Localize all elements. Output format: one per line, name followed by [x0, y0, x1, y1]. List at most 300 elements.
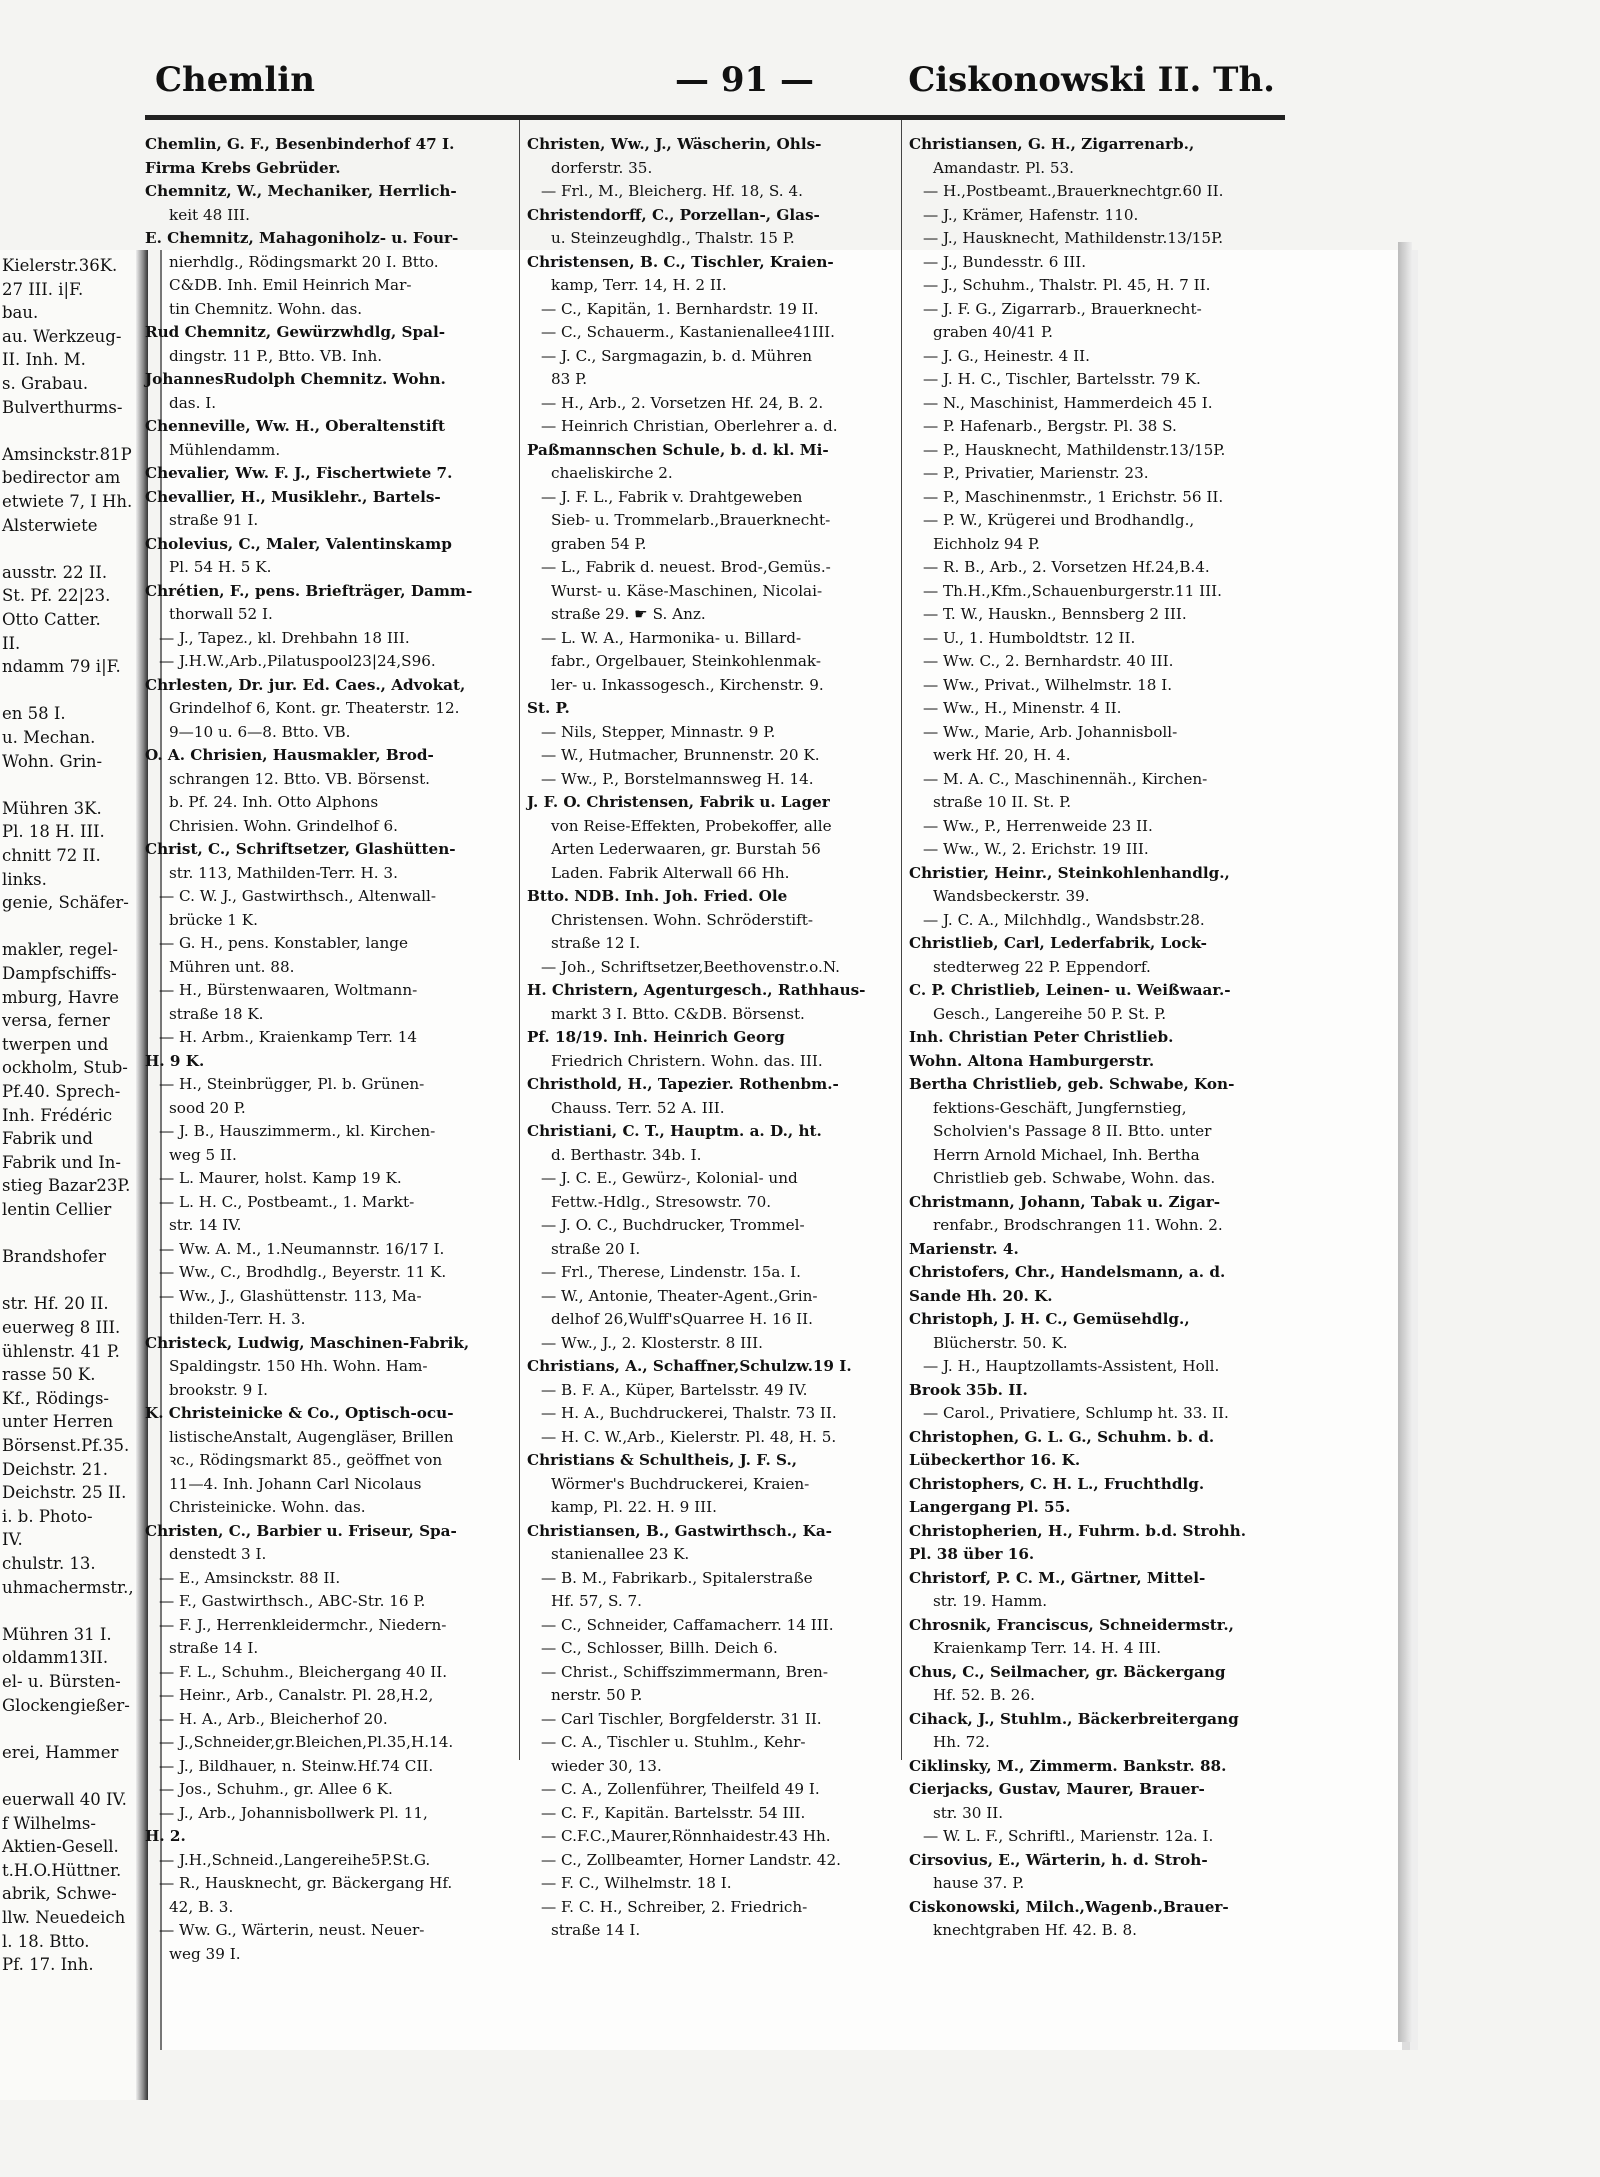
directory-subentry-line: — Ww., P., Borstelmannsweg H. 14. [541, 769, 814, 788]
directory-entry-line: graben 54 P. [551, 534, 647, 553]
directory-entry-line: chaeliskirche 2. [551, 464, 673, 482]
directory-entry-line: keit 48 III. [169, 205, 250, 224]
left-page-line: ühlenstr. 41 P. [2, 1341, 120, 1361]
directory-subentry-line: — C., Kapitän, 1. Bernhardstr. 19 II. [541, 299, 819, 318]
left-page-line: genie, Schäfer- [2, 893, 129, 913]
directory-subentry-line: — H.,Postbeamt.,Brauerknechtgr.60 II. [923, 182, 1224, 200]
directory-entry-line: JohannesRudolph Chemnitz. Wohn. [145, 370, 446, 388]
left-page-line: Kielerstr.36K. [2, 256, 118, 275]
directory-entry-line: tin Chemnitz. Wohn. das. [169, 299, 363, 318]
directory-entry-line: Christopherien, H., Fuhrm. b.d. Strohh. [909, 1521, 1247, 1540]
directory-entry-line: Herrn Arnold Michael, Inh. Bertha [933, 1145, 1200, 1164]
directory-entry-line: denstedt 3 I. [169, 1545, 267, 1563]
left-page-line: bau. [2, 303, 39, 323]
left-page-line: Otto Catter. [2, 610, 101, 629]
directory-subentry-line: — J. H. C., Tischler, Bartelsstr. 79 K. [923, 370, 1201, 388]
directory-entry-line: Chemlin, G. F., Besenbinderhof 47 I. [145, 135, 455, 153]
directory-subentry-line: — Nils, Stepper, Minnastr. 9 P. [541, 722, 776, 741]
directory-entry-line: Christhold, H., Tapezier. Rothenbm.- [527, 1075, 839, 1093]
left-page-line: llw. Neuedeich [2, 1908, 126, 1927]
directory-entry-line: Pl. 54 H. 5 K. [169, 558, 272, 576]
directory-entry-line: J. F. O. Christensen, Fabrik u. Lager [527, 793, 830, 811]
directory-entry-line: ꝛc., Rödingsmarkt 85., geöffnet von [169, 1451, 443, 1469]
directory-entry-line: Fettw.-Hdlg., Stresowstr. 70. [551, 1192, 772, 1211]
directory-subentry-line: — J.,Schneider,gr.Bleichen,Pl.35,H.14. [159, 1733, 454, 1751]
directory-entry-line: brücke 1 K. [169, 910, 258, 929]
directory-entry-line: Grindelhof 6, Kont. gr. Theaterstr. 12. [169, 699, 460, 717]
directory-entry-line: str. 14 IV. [169, 1216, 242, 1234]
directory-entry-line: ler- u. Inkassogesch., Kirchenstr. 9. [551, 675, 824, 694]
directory-subentry-line: — J., Bildhauer, n. Steinw.Hf.74 CII. [159, 1756, 434, 1775]
directory-entry-line: thilden-Terr. H. 3. [169, 1310, 306, 1328]
left-page-line: oldamm13II. [2, 1648, 109, 1668]
directory-subentry-line: — H. Arbm., Kraienkamp Terr. 14 [159, 1028, 418, 1046]
directory-subentry-line: — P. W., Krügerei und Brodhandlg., [923, 511, 1195, 529]
directory-subentry-line: — C., Zollbeamter, Horner Landstr. 42. [541, 1850, 841, 1869]
left-page-line: IV. [2, 1530, 23, 1550]
left-page-line: euerweg 8 III. [2, 1318, 121, 1337]
directory-subentry-line: — J. C., Sargmagazin, b. d. Mühren [541, 346, 813, 365]
directory-entry-line: Christiani, C. T., Hauptm. a. D., ht. [527, 1122, 822, 1140]
directory-entry-line: knechtgraben Hf. 42. B. 8. [933, 1921, 1137, 1939]
directory-entry-line: nierhdlg., Rödingsmarkt 20 I. Btto. [169, 252, 439, 271]
directory-subentry-line: — Jos., Schuhm., gr. Allee 6 K. [159, 1780, 393, 1798]
directory-entry-line: Chauss. Terr. 52 A. III. [551, 1098, 725, 1117]
left-page-line: el- u. Bürsten- [2, 1672, 121, 1691]
directory-entry-line: straße 20 I. [551, 1239, 641, 1258]
directory-entry-line: Sieb- u. Trommelarb.,Brauerknecht- [551, 511, 831, 529]
directory-subentry-line: — L. Maurer, holst. Kamp 19 K. [159, 1169, 402, 1187]
directory-subentry-line: — L., Fabrik d. neuest. Brod-,Gemüs.- [541, 558, 831, 576]
directory-subentry-line: — C. A., Tischler u. Stuhlm., Kehr- [541, 1733, 806, 1751]
directory-entry-line: straße 12 I. [551, 934, 641, 952]
left-page-line: Bulverthurms- [2, 397, 123, 417]
directory-entry-line: Wohn. Altona Hamburgerstr. [909, 1051, 1155, 1070]
directory-entry-line: Christensen, B. C., Tischler, Kraien- [527, 252, 834, 271]
directory-entry-line: Pl. 38 über 16. [909, 1545, 1035, 1563]
left-page-line: Deichstr. 25 II. [2, 1483, 127, 1503]
directory-entry-line: Sande Hh. 20. K. [909, 1286, 1053, 1305]
directory-subentry-line: — C. A., Zollenführer, Theilfeld 49 I. [541, 1780, 820, 1798]
directory-entry-line: graben 40/41 P. [933, 323, 1053, 341]
left-page-line: f Wilhelms- [2, 1813, 96, 1833]
directory-entry-line: St. P. [527, 699, 570, 717]
directory-entry-line: Wörmer's Buchdruckerei, Kraien- [551, 1474, 810, 1493]
directory-entry-line: 11—4. Inh. Johann Carl Nicolaus [169, 1474, 422, 1493]
directory-entry-line: Chevallier, H., Musiklehr., Bartels- [145, 487, 441, 506]
directory-subentry-line: — Ww., J., 2. Klosterstr. 8 III. [541, 1333, 763, 1352]
directory-subentry-line: — Carl Tischler, Borgfelderstr. 31 II. [541, 1709, 822, 1728]
directory-subentry-line: — R., Hausknecht, gr. Bäckergang Hf. [159, 1874, 453, 1892]
directory-entry-line: str. 19. Hamm. [933, 1592, 1048, 1610]
left-page-line: lentin Cellier [2, 1200, 112, 1219]
directory-entry-line: Christians, A., Schaffner,Schulzw.19 I. [527, 1357, 852, 1375]
directory-entry-line: Christorf, P. C. M., Gärtner, Mittel- [909, 1568, 1206, 1587]
directory-entry-line: weg 39 I. [169, 1944, 241, 1963]
directory-entry-line: Christoph, J. H. C., Gemüsehdlg., [909, 1310, 1190, 1328]
directory-subentry-line: — W., Antonie, Theater-Agent.,Grin- [541, 1286, 818, 1305]
directory-subentry-line: — Ww. G., Wärterin, neust. Neuer- [159, 1921, 425, 1939]
directory-subentry-line: — P. Hafenarb., Bergstr. Pl. 38 S. [923, 417, 1177, 435]
left-page-line: Pf.40. Sprech- [2, 1082, 121, 1101]
directory-entry-line: Christen, C., Barbier u. Friseur, Spa- [145, 1521, 457, 1540]
directory-entry-line: Christophers, C. H. L., Fruchthdlg. [909, 1474, 1205, 1493]
directory-subentry-line: — J.H.,Schneid.,Langereihe5P.St.G. [159, 1850, 431, 1869]
directory-entry-line: Christensen. Wohn. Schröderstift- [551, 910, 814, 929]
directory-entry-line: Friedrich Christern. Wohn. das. III. [551, 1051, 823, 1070]
directory-subentry-line: — W. L. F., Schriftl., Marienstr. 12a. I. [923, 1827, 1214, 1845]
directory-entry-line: C. P. Christlieb, Leinen- u. Weißwaar.- [909, 981, 1231, 999]
directory-subentry-line: — C., Schlosser, Billh. Deich 6. [541, 1639, 778, 1657]
left-page-line: t.H.O.Hüttner. [2, 1860, 122, 1880]
left-page-line: u. Mechan. [2, 728, 96, 747]
left-page-line: stieg Bazar23P. [2, 1176, 131, 1196]
directory-entry-line: d. Berthastr. 34b. I. [551, 1145, 702, 1164]
directory-subentry-line: — J. C. E., Gewürz-, Kolonial- und [541, 1169, 798, 1187]
directory-subentry-line: — M. A. C., Maschinennäh., Kirchen- [923, 769, 1208, 788]
directory-entry-line: Gesch., Langereihe 50 P. St. P. [933, 1004, 1167, 1023]
directory-entry-line: straße 91 I. [169, 511, 259, 529]
directory-entry-line: Christlieb, Carl, Lederfabrik, Lock- [909, 934, 1207, 952]
directory-entry-line: fabr., Orgelbauer, Steinkohlenmak- [551, 652, 821, 670]
directory-entry-line: 83 P. [551, 370, 588, 388]
directory-subentry-line: — H. A., Buchdruckerei, Thalstr. 73 II. [541, 1404, 837, 1422]
page-number: — 91 — [675, 60, 814, 100]
left-page-line: l. 18. Btto. [2, 1931, 90, 1951]
directory-entry-line: Chenneville, Ww. H., Oberaltenstift [145, 417, 446, 435]
directory-entry-line: Langergang Pl. 55. [909, 1498, 1071, 1516]
directory-entry-line: Mühren unt. 88. [169, 957, 295, 976]
directory-entry-line: Firma Krebs Gebrüder. [145, 158, 341, 177]
directory-subentry-line: — B. M., Fabrikarb., Spitalerstraße [541, 1568, 813, 1587]
directory-subentry-line: — Joh., Schriftsetzer,Beethovenstr.o.N. [541, 957, 841, 976]
directory-subentry-line: — J., Hausknecht, Mathildenstr.13/15P. [923, 229, 1224, 247]
directory-entry-line: Paßmannschen Schule, b. d. kl. Mi- [527, 440, 829, 459]
directory-entry-line: 42, B. 3. [169, 1897, 234, 1916]
directory-entry-line: Amandastr. Pl. 53. [933, 158, 1075, 177]
header-rule [145, 115, 1285, 120]
directory-entry-line: H. 2. [145, 1827, 186, 1845]
directory-entry-line: 9—10 u. 6—8. Btto. VB. [169, 722, 351, 741]
left-page-line: twerpen und [2, 1034, 109, 1054]
directory-entry-line: Marienstr. 4. [909, 1239, 1019, 1258]
directory-entry-line: stanienallee 23 K. [551, 1545, 690, 1563]
directory-subentry-line: — Ww., Privat., Wilhelmstr. 18 I. [923, 675, 1173, 694]
directory-subentry-line: — Ww., W., 2. Erichstr. 19 III. [923, 840, 1149, 858]
directory-subentry-line: — H., Bürstenwaaren, Woltmann- [159, 981, 418, 999]
left-page-line: Fabrik und In- [2, 1152, 121, 1172]
directory-entry-line: delhof 26,Wulff'sQuarree H. 16 II. [551, 1310, 813, 1328]
directory-entry-line: Christendorff, C., Porzellan-, Glas- [527, 205, 820, 224]
directory-entry-line: Ciskonowski, Milch.,Wagenb.,Brauer- [909, 1897, 1229, 1916]
directory-subentry-line: — Frl., M., Bleicherg. Hf. 18, S. 4. [541, 182, 803, 200]
directory-entry-line: u. Steinzeughdlg., Thalstr. 15 P. [551, 229, 795, 247]
left-page-line: au. Werkzeug- [2, 326, 122, 346]
directory-entry-line: H. 9 K. [145, 1051, 205, 1070]
left-page-line: rasse 50 K. [2, 1365, 96, 1385]
directory-entry-line: Pf. 18/19. Inh. Heinrich Georg [527, 1028, 785, 1046]
directory-subentry-line: — J., Krämer, Hafenstr. 110. [923, 205, 1139, 224]
directory-entry-line: das. I. [169, 393, 217, 412]
directory-entry-line: H. Christern, Agenturgesch., Rathhaus- [527, 981, 866, 999]
directory-entry-line: Wurst- u. Käse-Maschinen, Nicolai- [551, 581, 823, 600]
left-page-line: ockholm, Stub- [2, 1058, 128, 1078]
directory-subentry-line: — J.H.W.,Arb.,Pilatuspool23|24,S96. [159, 652, 436, 670]
left-page-line: Glockengießer- [2, 1695, 130, 1715]
directory-subentry-line: — J. H., Hauptzollamts-Assistent, Holl. [923, 1357, 1220, 1375]
directory-subentry-line: — J. G., Heinestr. 4 II. [923, 346, 1090, 365]
directory-subentry-line: — H., Steinbrügger, Pl. b. Grünen- [159, 1075, 425, 1093]
directory-entry-line: Lübeckerthor 16. K. [909, 1451, 1081, 1469]
directory-subentry-line: — Ww., H., Minenstr. 4 II. [923, 699, 1122, 717]
directory-subentry-line: — F., Gastwirthsch., ABC-Str. 16 P. [159, 1592, 426, 1610]
left-page-line: mburg, Havre [2, 987, 119, 1007]
directory-entry-line: Christofers, Chr., Handelsmann, a. d. [909, 1263, 1226, 1281]
directory-subentry-line: — Ww. A. M., 1.Neumannstr. 16/17 I. [159, 1239, 445, 1258]
left-page-line: ndamm 79 i|F. [2, 657, 121, 677]
directory-entry-line: Christiansen, G. H., Zigarrenarb., [909, 135, 1195, 153]
left-page-line: 27 III. i|F. [2, 279, 84, 299]
directory-entry-line: sood 20 P. [169, 1098, 246, 1117]
directory-entry-line: wieder 30, 13. [551, 1756, 662, 1775]
directory-subentry-line: — L. W. A., Harmonika- u. Billard- [541, 628, 802, 647]
left-page-line: Deichstr. 21. [2, 1459, 109, 1479]
directory-subentry-line: — N., Maschinist, Hammerdeich 45 I. [923, 393, 1213, 412]
directory-subentry-line: — F. C. H., Schreiber, 2. Friedrich- [541, 1897, 808, 1916]
directory-subentry-line: — C. F., Kapitän. Bartelsstr. 54 III. [541, 1803, 806, 1822]
left-page-line: bedirector am [2, 468, 121, 488]
left-page-line: Inh. Frédéric [2, 1105, 113, 1125]
left-page-line: Pl. 18 H. III. [2, 822, 105, 842]
left-page-line: Mühren 31 I. [2, 1624, 112, 1644]
left-page-line: Aktien-Gesell. [2, 1837, 119, 1857]
page-edge [1398, 242, 1412, 2042]
left-page-line: uhmachermstr., [2, 1577, 134, 1597]
directory-entry-line: Cholevius, C., Maler, Valentinskamp [145, 534, 452, 553]
directory-entry-line: stedterweg 22 P. Eppendorf. [933, 957, 1151, 976]
column-divider-2 [901, 120, 902, 1760]
directory-entry-line: str. 30 II. [933, 1803, 1004, 1822]
directory-entry-line: Chemnitz, W., Mechaniker, Herrlich- [145, 182, 457, 200]
left-page-line: Fabrik und [2, 1129, 93, 1149]
directory-entry-line: Chrisien. Wohn. Grindelhof 6. [169, 816, 398, 835]
directory-subentry-line: — H., Arb., 2. Vorsetzen Hf. 24, B. 2. [541, 393, 824, 412]
directory-subentry-line: — J., Arb., Johannisbollwerk Pl. 11, [159, 1803, 428, 1822]
directory-entry-line: straße 14 I. [551, 1921, 641, 1939]
directory-entry-line: Chrétien, F., pens. Briefträger, Damm- [145, 581, 473, 600]
directory-subentry-line: — C., Schauerm., Kastanienallee41III. [541, 323, 835, 341]
directory-entry-line: Chrosnik, Franciscus, Schneidermstr., [909, 1615, 1234, 1634]
directory-entry-line: Christiansen, B., Gastwirthsch., Ka- [527, 1521, 832, 1540]
directory-subentry-line: — E., Amsinckstr. 88 II. [159, 1568, 341, 1587]
directory-entry-line: Christier, Heinr., Steinkohlenhandlg., [909, 863, 1230, 882]
directory-subentry-line: — J., Tapez., kl. Drehbahn 18 III. [159, 628, 410, 647]
left-page-line: makler, regel- [2, 940, 118, 960]
directory-subentry-line: — T. W., Hauskn., Bennsberg 2 III. [923, 605, 1187, 623]
left-page-line: etwiete 7, I Hh. [2, 492, 133, 511]
directory-subentry-line: — H. A., Arb., Bleicherhof 20. [159, 1709, 388, 1728]
directory-entry-line: Blücherstr. 50. K. [933, 1333, 1068, 1352]
directory-entry-line: Christ, C., Schriftsetzer, Glashütten- [145, 840, 456, 858]
directory-subentry-line: — Christ., Schiffszimmermann, Bren- [541, 1662, 828, 1681]
directory-entry-line: straße 29. ☛ S. Anz. [551, 605, 706, 623]
directory-entry-line: kamp, Terr. 14, H. 2 II. [551, 276, 727, 294]
directory-entry-line: Cihack, J., Stuhlm., Bäckerbreitergang [909, 1709, 1239, 1728]
directory-entry-line: Christophen, G. L. G., Schuhm. b. d. [909, 1427, 1215, 1446]
directory-entry-line: C&DB. Inh. Emil Heinrich Mar- [169, 276, 412, 294]
directory-subentry-line: — B. F. A., Küper, Bartelsstr. 49 IV. [541, 1380, 808, 1399]
directory-subentry-line: — J. B., Hauszimmerm., kl. Kirchen- [159, 1122, 436, 1140]
directory-entry-line: dingstr. 11 P., Btto. VB. Inh. [169, 346, 383, 365]
directory-subentry-line: — J. F. L., Fabrik v. Drahtgeweben [541, 487, 803, 506]
directory-entry-line: Bertha Christlieb, geb. Schwabe, Kon- [909, 1075, 1235, 1093]
directory-entry-line: markt 3 I. Btto. C&DB. Börsenst. [551, 1004, 805, 1023]
left-page-line: Börsenst.Pf.35. [2, 1436, 130, 1455]
directory-subentry-line: — F. J., Herrenkleidermchr., Niedern- [159, 1615, 447, 1634]
column-divider-1 [519, 120, 520, 1760]
directory-entry-line: Scholvien's Passage 8 II. Btto. unter [933, 1122, 1212, 1140]
directory-entry-line: thorwall 52 I. [169, 605, 273, 623]
directory-subentry-line: — Ww. C., 2. Bernhardstr. 40 III. [923, 652, 1174, 670]
directory-entry-line: Spaldingstr. 150 Hh. Wohn. Ham- [169, 1357, 428, 1375]
directory-entry-line: Chrlesten, Dr. jur. Ed. Caes., Advokat, [145, 675, 466, 694]
left-page-line: i. b. Photo- [2, 1506, 93, 1526]
directory-subentry-line: — P., Privatier, Marienstr. 23. [923, 464, 1149, 482]
directory-entry-line: Kraienkamp Terr. 14. H. 4 III. [933, 1639, 1162, 1657]
directory-entry-line: Ciklinsky, M., Zimmerm. Bankstr. 88. [909, 1756, 1227, 1775]
left-page-line: abrik, Schwe- [2, 1884, 117, 1904]
directory-subentry-line: — Ww., P., Herrenweide 23 II. [923, 816, 1153, 835]
directory-entry-line: Christmann, Johann, Tabak u. Zigar- [909, 1192, 1221, 1211]
directory-subentry-line: — H. C. W.,Arb., Kielerstr. Pl. 48, H. 5. [541, 1427, 837, 1446]
left-page-line: str. Hf. 20 II. [2, 1294, 109, 1314]
directory-subentry-line: — G. H., pens. Konstabler, lange [159, 934, 408, 952]
directory-entry-line: straße 10 II. St. P. [933, 793, 1072, 811]
left-page-line: s. Grabau. [2, 374, 89, 393]
left-page-line: euerwall 40 IV. [2, 1790, 127, 1809]
directory-column-1 [145, 133, 505, 1963]
directory-entry-line: kamp, Pl. 22. H. 9 III. [551, 1498, 717, 1516]
directory-entry-line: listischeAnstalt, Augengläser, Brillen [169, 1427, 454, 1446]
directory-entry-line: straße 14 I. [169, 1639, 259, 1657]
directory-entry-line: E. Chemnitz, Mahagoniholz- u. Four- [145, 229, 459, 247]
directory-entry-line: Chus, C., Seilmacher, gr. Bäckergang [909, 1662, 1226, 1681]
directory-entry-line: hause 37. P. [933, 1874, 1025, 1892]
directory-entry-line: Christen, Ww., J., Wäscherin, Ohls- [527, 135, 822, 153]
directory-entry-line: weg 5 II. [169, 1145, 237, 1164]
left-page-line: Amsinckstr.81P [2, 444, 132, 464]
directory-subentry-line: — Ww., Marie, Arb. Johannisboll- [923, 722, 1178, 741]
directory-subentry-line: — L. H. C., Postbeamt., 1. Markt- [159, 1192, 415, 1211]
left-page-line: erei, Hammer [2, 1742, 119, 1762]
directory-entry-line: Hf. 52. B. 26. [933, 1686, 1035, 1704]
directory-entry-line: von Reise-Effekten, Probekoffer, alle [551, 816, 832, 835]
directory-entry-line: Inh. Christian Peter Christlieb. [909, 1028, 1174, 1046]
left-page-line: Pf. 17. Inh. [2, 1955, 94, 1975]
directory-entry-line: brookstr. 9 I. [169, 1380, 268, 1399]
directory-entry-line: Arten Lederwaaren, gr. Burstah 56 [551, 840, 821, 858]
directory-entry-line: Christeck, Ludwig, Maschinen-Fabrik, [145, 1333, 470, 1352]
directory-subentry-line: — C. W. J., Gastwirthsch., Altenwall- [159, 887, 436, 905]
directory-subentry-line: — Ww., C., Brodhdlg., Beyerstr. 11 K. [159, 1263, 447, 1281]
directory-subentry-line: — Carol., Privatiere, Schlump ht. 33. II. [923, 1404, 1229, 1422]
directory-entry-line: Cierjacks, Gustav, Maurer, Brauer- [909, 1780, 1205, 1798]
directory-entry-line: Christians & Schultheis, J. F. S., [527, 1451, 798, 1469]
directory-subentry-line: — J., Schuhm., Thalstr. Pl. 45, H. 7 II. [923, 276, 1211, 294]
directory-entry-line: Chevalier, Ww. F. J., Fischertwiete 7. [145, 464, 453, 482]
directory-subentry-line: — F. C., Wilhelmstr. 18 I. [541, 1874, 732, 1892]
directory-subentry-line: — F. L., Schuhm., Bleichergang 40 II. [159, 1662, 448, 1681]
directory-entry-line: Cirsovius, E., Wärterin, h. d. Stroh- [909, 1850, 1208, 1869]
header-right-keyword: Ciskonowski II. Th. [908, 60, 1275, 100]
directory-entry-line: Christlieb geb. Schwabe, Wohn. das. [933, 1169, 1216, 1187]
directory-subentry-line: — J., Bundesstr. 6 III. [923, 252, 1087, 271]
left-page-line: versa, ferner [2, 1011, 110, 1031]
left-page-line: chnitt 72 II. [2, 846, 101, 865]
directory-entry-line: b. Pf. 24. Inh. Otto Alphons [169, 793, 379, 811]
left-page-line: Wohn. Grin- [2, 751, 103, 771]
directory-entry-line: straße 18 K. [169, 1004, 264, 1023]
directory-subentry-line: — U., 1. Humboldtstr. 12 II. [923, 628, 1136, 647]
directory-subentry-line: — J. O. C., Buchdrucker, Trommel- [541, 1216, 805, 1234]
directory-subentry-line: — J. F. G., Zigarrarb., Brauerknecht- [923, 299, 1202, 318]
left-page-line: links. [2, 869, 47, 889]
directory-subentry-line: — Heinrich Christian, Oberlehrer a. d. [541, 417, 838, 435]
directory-entry-line: Mühlendamm. [169, 440, 281, 459]
header-left-keyword: Chemlin [155, 60, 315, 100]
directory-entry-line: Eichholz 94 P. [933, 534, 1040, 553]
left-page-line: Kf., Rödings- [2, 1388, 110, 1408]
left-page-line: II. Inh. M. [2, 350, 86, 370]
directory-subentry-line: — C., Schneider, Caffamacherr. 14 III. [541, 1615, 834, 1634]
page-header [155, 60, 1275, 110]
directory-entry-line: werk Hf. 20, H. 4. [933, 746, 1071, 764]
directory-entry-line: Christeinicke. Wohn. das. [169, 1498, 366, 1516]
left-page-line: II. [2, 633, 21, 653]
left-page-line: Dampfschiffs- [2, 964, 117, 983]
directory-subentry-line: — R. B., Arb., 2. Vorsetzen Hf.24,B.4. [923, 558, 1210, 576]
directory-entry-line: Brook 35b. II. [909, 1380, 1028, 1399]
left-page-line: Mühren 3K. [2, 798, 102, 818]
directory-subentry-line: — Heinr., Arb., Canalstr. Pl. 28,H.2, [159, 1686, 434, 1704]
directory-entry-line: dorferstr. 35. [551, 158, 653, 177]
directory-entry-line: Hf. 57, S. 7. [551, 1592, 642, 1610]
directory-subentry-line: — W., Hutmacher, Brunnenstr. 20 K. [541, 746, 820, 764]
directory-entry-line: Hh. 72. [933, 1733, 990, 1751]
directory-subentry-line: — J. C. A., Milchhdlg., Wandsbstr.28. [923, 910, 1205, 929]
left-page-line: St. Pf. 22|23. [2, 586, 111, 606]
left-page-line: chulstr. 13. [2, 1554, 96, 1573]
directory-entry-line: renfabr., Brodschrangen 11. Wohn. 2. [933, 1216, 1223, 1234]
left-page-line: Brandshofer [2, 1247, 106, 1267]
directory-subentry-line: — Ww., J., Glashüttenstr. 113, Ma- [159, 1286, 422, 1305]
directory-subentry-line: — Th.H.,Kfm.,Schauenburgerstr.11 III. [923, 581, 1223, 600]
directory-entry-line: O. A. Chrisien, Hausmakler, Brod- [145, 746, 434, 764]
directory-column-2 [527, 133, 887, 1939]
left-page-line: en 58 I. [2, 704, 66, 724]
directory-subentry-line: — Frl., Therese, Lindenstr. 15a. I. [541, 1263, 801, 1281]
directory-entry-line: schrangen 12. Btto. VB. Börsenst. [169, 769, 431, 788]
left-page-line: ausstr. 22 II. [2, 562, 108, 582]
directory-entry-line: nerstr. 50 P. [551, 1686, 643, 1704]
left-page-line: Alsterwiete [2, 515, 98, 535]
directory-entry-line: str. 113, Mathilden-Terr. H. 3. [169, 863, 398, 882]
directory-subentry-line: — P., Maschinenmstr., 1 Erichstr. 56 II. [923, 487, 1224, 506]
directory-entry-line: Rud Chemnitz, Gewürzwhdlg, Spal- [145, 323, 446, 341]
directory-entry-line: Btto. NDB. Inh. Joh. Fried. Ole [527, 887, 788, 905]
directory-entry-line: K. Christeinicke & Co., Optisch-ocu- [145, 1404, 454, 1422]
directory-entry-line: Wandsbeckerstr. 39. [933, 887, 1090, 905]
